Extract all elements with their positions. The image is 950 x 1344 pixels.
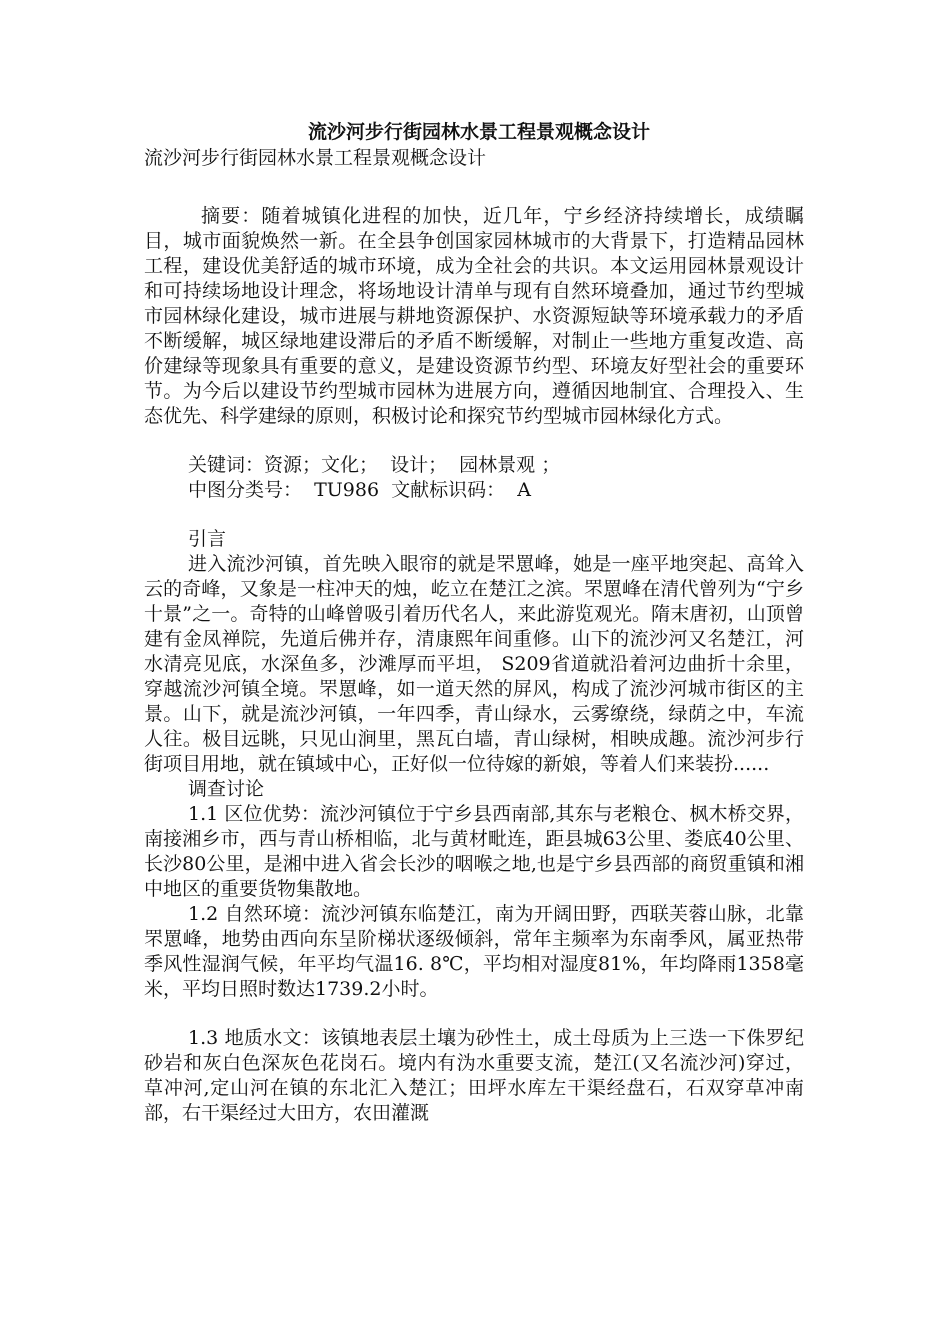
section-1-1-paragraph: 1.1 区位优势：流沙河镇位于宁乡县西南部,其东与老粮仓、枫木桥交界，南接湘乡市，西与青山桥相临，北与黄材毗连，距县城63公里、娄底40公里、长沙80公里，是湘中进入省会长沙的咽喉之地,也是宁乡县西部的商贸重镇和湘中地区的重要货物集散地。 <box>144 803 804 900</box>
document-subtitle: 流沙河步行街园林水景工程景观概念设计 <box>144 147 487 169</box>
document-page <box>144 118 804 1126</box>
intro-heading: 引言 <box>188 528 227 550</box>
section-1-2-paragraph: 1.2 自然环境：流沙河镇东临楚江，南为开阔田野，西联芙蓉山脉，北靠罘罳峰，地势由西向东呈阶梯状逐级倾斜，常年主频率为东南季风，属亚热带季风性湿润气候，年平均气温16. 8℃，平均相对湿度81%，年均降雨1358毫米，平均日照时数达1739.2小时。 <box>144 903 804 1000</box>
survey-heading: 调查讨论 <box>188 778 265 800</box>
document-title: 流沙河步行街园林水景工程景观概念设计 <box>307 121 650 143</box>
classification-line: 中图分类号： TU986 文献标识码： A <box>188 479 531 501</box>
intro-paragraph: 进入流沙河镇，首先映入眼帘的就是罘罳峰，她是一座平地突起、高耸入云的奇峰，又象是一柱冲天的烛，屹立在楚江之滨。罘罳峰在清代曾列为“宁乡十景”之一。奇特的山峰曾吸引着历代名人，来此游览观光。隋末唐初，山顶曾建有金凤禅院，先道后佛并存，清康熙年间重修。山下的流沙河又名楚江，河水清亮见底，水深鱼多，沙滩厚而平坦， S209省道就沿着河边曲折十余里，穿越流沙河镇全境。罘罳峰，如一道天然的屏风，构成了流沙河城市街区的主景。山下，就是流沙河镇，一年四季，青山绿水，云雾缭绕，绿荫之中，车流人往。极目远眺，只见山涧里，黑瓦白墙，青山绿树，相映成趣。流沙河步行街项目用地，就在镇域中心，正好似一位待嫁的新娘，等着人们来装扮...... <box>144 553 804 775</box>
abstract-paragraph: 摘要：随着城镇化进程的加快，近几年，宁乡经济持续增长，成绩瞩目，城市面貌焕然一新。在全县争创国家园林城市的大背景下，打造精品园林工程，建设优美舒适的城市环境，成为全社会的共识。本文运用园林景观设计和可持续场地设计理念，将场地设计清单与现有自然环境叠加，通过节约型城市园林绿化建设，城市进展与耕地资源保护、水资源短缺等环境承载力的矛盾不断缓解，城区绿地建设滞后的矛盾不断缓解，对制止一些地方重复改造、高价建绿等现象具有重要的意义，是建设资源节约型、环境友好型社会的重要环节。为今后以建设节约型城市园林为进展方向，遵循因地制宜、合理投入、生态优先、科学建绿的原则，积极讨论和探究节约型城市园林绿化方式。 <box>144 205 804 427</box>
keywords-line: 关键词：资源；文化； 设计； 园林景观 ； <box>188 454 561 476</box>
section-1-3-paragraph: 1.3 地质水文：该镇地表层土壤为砂性土，成土母质为上三迭一下侏罗纪砂岩和灰白色深灰色花岗石。境内有沩水重要支流，楚江(又名流沙河)穿过，草冲河,定山河在镇的东北汇入楚江；田坪水库左干渠经盘石，石双穿草冲南部，右干渠经过大田方，农田灌溉 <box>144 1027 804 1124</box>
